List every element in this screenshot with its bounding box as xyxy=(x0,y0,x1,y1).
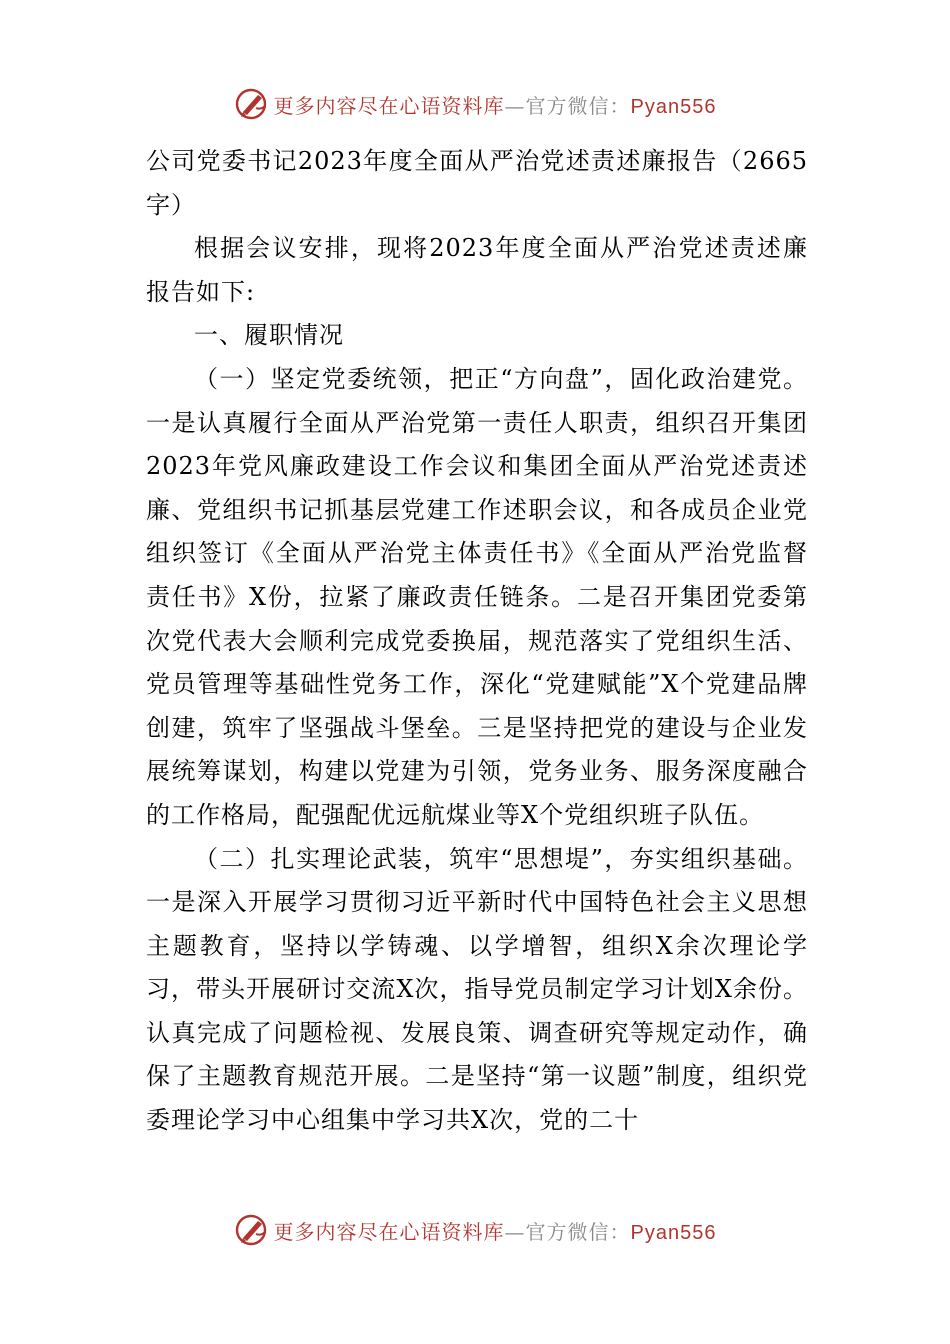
watermark-dash: — xyxy=(504,93,526,118)
watermark-wechat-id: Pyan556 xyxy=(630,1221,717,1244)
watermark-title: 更多内容尽在心语资料库 xyxy=(273,1219,505,1244)
watermark-title: 更多内容尽在心语资料库 xyxy=(273,93,505,118)
section-heading: 一、履职情况 xyxy=(194,321,344,350)
watermark-wechat-label: 官方微信： xyxy=(525,93,631,118)
header-watermark xyxy=(0,82,950,126)
pen-seal-icon xyxy=(234,86,270,122)
watermark-wechat-label: 官方微信： xyxy=(525,1219,631,1244)
paragraph-intro: 根据会议安排，现将2023年度全面从严治党述责述廉报告如下: xyxy=(146,234,808,306)
pen-seal-icon xyxy=(234,1212,270,1248)
document-title: 公司党委书记2023年度全面从严治党述责述廉报告（2665字） xyxy=(146,147,808,219)
paragraph-section-2: （二）扎实理论武装，筑牢“思想堤”，夯实组织基础。一是深入开展学习贯彻习近平新时代中国特色社会主义思想主题教育，坚持以学铸魂、以学增智，组织X余次理论学习，带头开展研讨交流X次，指导党员制定学习计划X余份。认真完成了问题检视、发展良策、调查研究等规定动作，确保了主题教育规范开展。二是坚持“第一议题”制度，组织党委理论学习中心组集中学习共X次，党的二十 xyxy=(146,844,808,1135)
footer-watermark xyxy=(0,1208,950,1252)
document-body xyxy=(146,140,808,1143)
paragraph-section-1: （一）坚定党委统领，把正“方向盘”，固化政治建党。一是认真履行全面从严治党第一责任人职责，组织召开集团2023年党风廉政建设工作会议和集团全面从严治党述责述廉、党组织书记抓基层党建工作述职会议，和各成员企业党组织签订《全面从严治党主体责任书》《全面从严治党监督责任书》X份，拉紧了廉政责任链条。二是召开集团党委第次党代表大会顺利完成党委换届，规范落实了党组织生活、党员管理等基础性党务工作，深化“党建赋能”X个党建品牌创建，筑牢了坚强战斗堡垒。三是坚持把党的建设与企业发展统筹谋划，构建以党建为引领，党务业务、服务深度融合的工作格局，配强配优远航煤业等X个党组织班子队伍。 xyxy=(146,364,808,829)
watermark-wechat-id: Pyan556 xyxy=(630,95,717,118)
watermark-dash: — xyxy=(504,1219,526,1244)
